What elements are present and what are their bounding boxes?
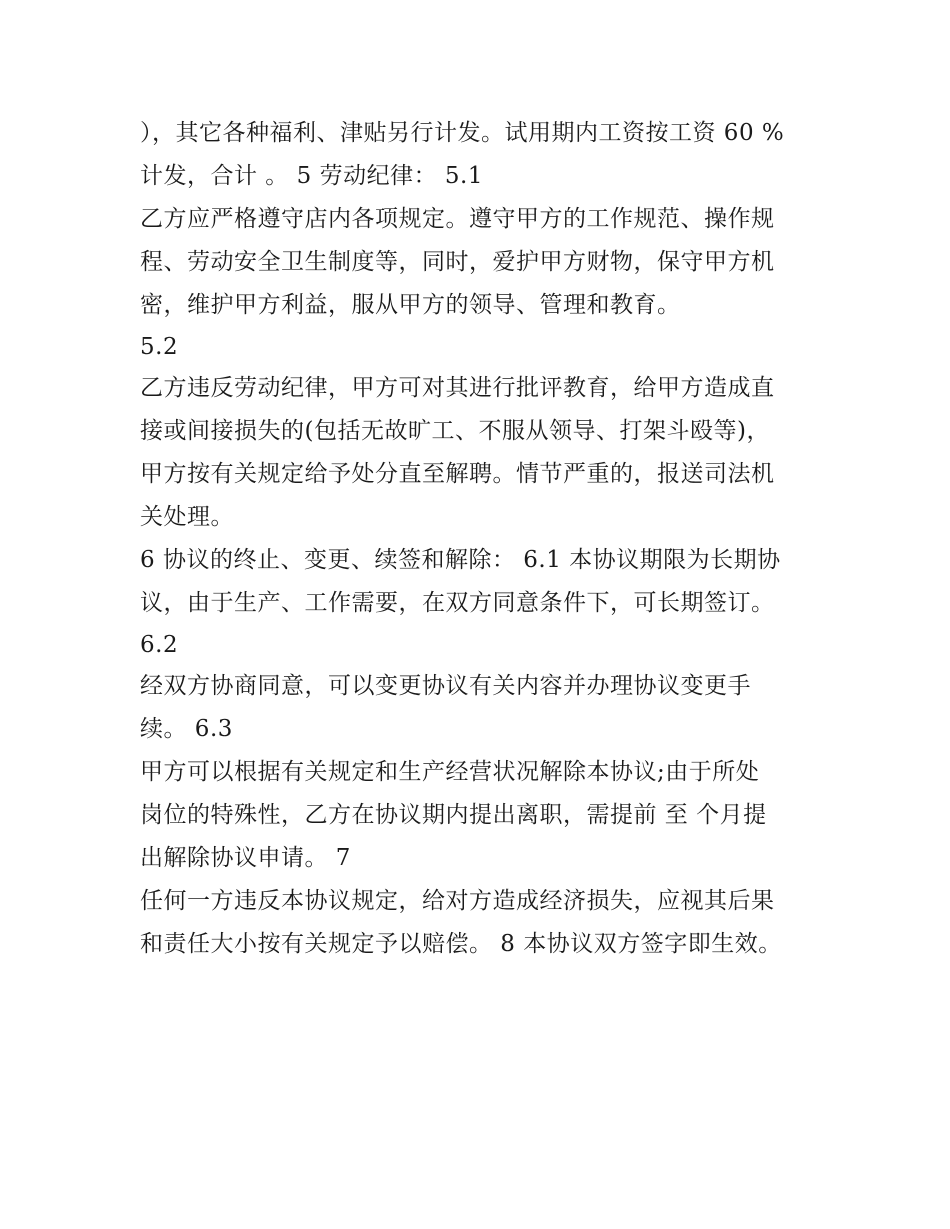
text-line: 接或间接损失的(包括无故旷工、不服从领导、打架斗殴等)， (140, 418, 770, 444)
text-line: 岗位的特殊性，乙方在协议期内提出离职，需提前 至 个月提 (140, 802, 767, 828)
text-line: 计发，合计 。 5 劳动纪律： 5.1 (140, 163, 483, 189)
text-line: 5.2 (140, 334, 179, 360)
text-line: 关处理。 (140, 504, 234, 530)
text-line: 程、劳动安全卫生制度等，同时，爱护甲方财物，保守甲方机 (140, 249, 775, 275)
text-line: ），其它各种福利、津贴另行计发。试用期内工资按工资 60 % (140, 120, 785, 146)
text-line: 出解除协议申请。 7 (140, 845, 351, 871)
text-line: 乙方应严格遵守店内各项规定。遵守甲方的工作规范、操作规 (140, 206, 775, 232)
text-line: 6 协议的终止、变更、续签和解除： 6.1 本协议期限为长期协 (140, 547, 781, 573)
text-line: 议，由于生产、工作需要，在双方同意条件下，可长期签订。 (140, 590, 775, 616)
text-line: 甲方按有关规定给予处分直至解聘。情节严重的，报送司法机 (140, 461, 775, 487)
text-line: 乙方违反劳动纪律，甲方可对其进行批评教育，给甲方造成直 (140, 375, 775, 401)
text-line: 经双方协商同意，可以变更协议有关内容并办理协议变更手 (140, 673, 751, 699)
body-text (140, 112, 830, 966)
text-line: 密，维护甲方利益，服从甲方的领导、管理和教育。 (140, 292, 681, 318)
text-line: 和责任大小按有关规定予以赔偿。 8 本协议双方签字即生效。 (140, 931, 782, 957)
text-line: 任何一方违反本协议规定，给对方造成经济损失，应视其后果 (140, 888, 775, 914)
text-line: 续。 6.3 (140, 716, 233, 742)
text-line: 甲方可以根据有关规定和生产经营状况解除本协议;由于所处 (140, 759, 760, 785)
text-line: 6.2 (140, 632, 179, 658)
